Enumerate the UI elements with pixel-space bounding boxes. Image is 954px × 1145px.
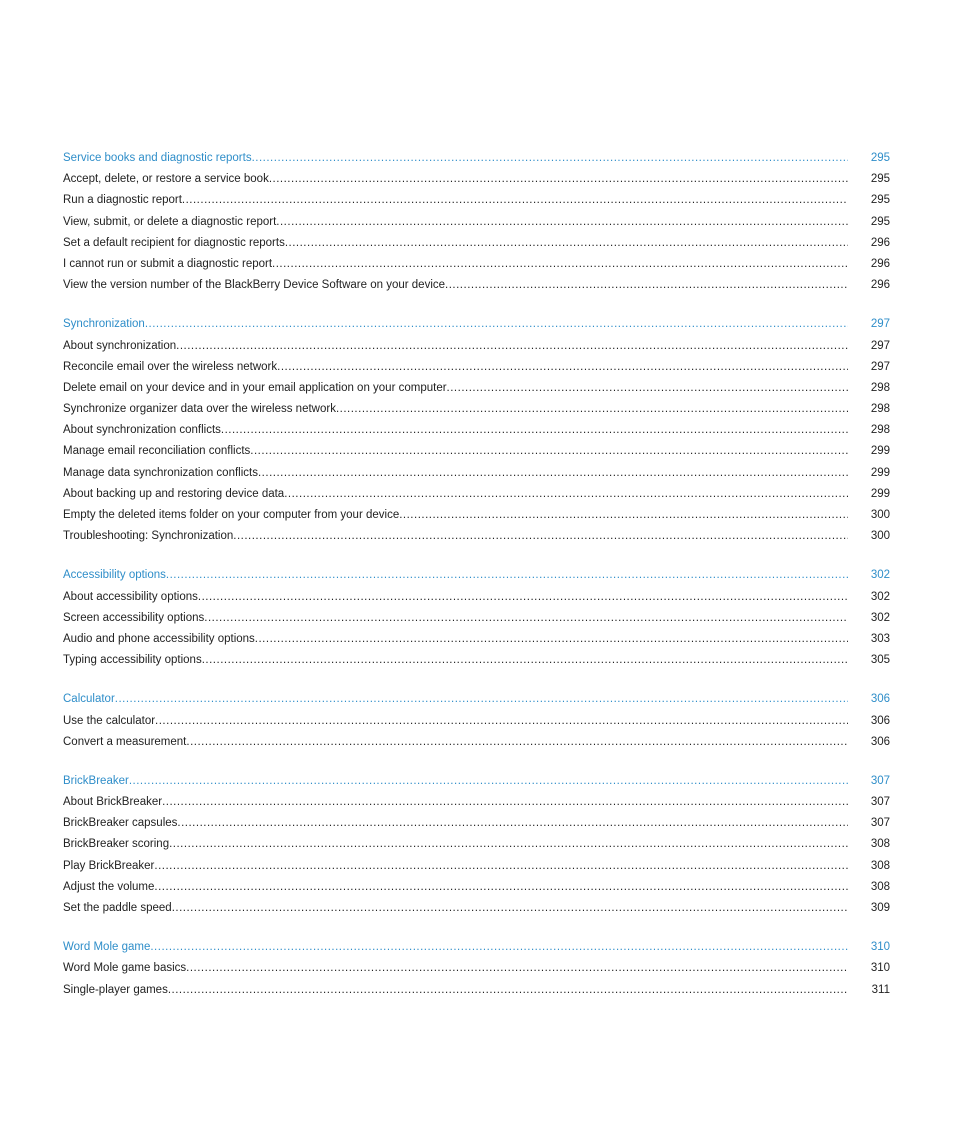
dot-leader xyxy=(445,275,848,296)
toc-section-calculator xyxy=(63,689,890,753)
toc-entry-link[interactable] xyxy=(63,877,890,898)
toc-heading-link[interactable] xyxy=(63,771,890,792)
toc-page-number: 295 xyxy=(870,215,890,228)
toc-page-number: 307 xyxy=(870,774,890,787)
toc-page-number: 305 xyxy=(870,654,890,667)
toc-entry-link[interactable] xyxy=(63,336,890,357)
toc-entry-link[interactable] xyxy=(63,169,890,190)
toc-entry-title: Set the paddle speed xyxy=(63,902,172,914)
table-of-contents xyxy=(63,148,890,1019)
toc-page-number: 297 xyxy=(870,339,890,352)
dot-leader xyxy=(169,834,848,855)
toc-entry-title: Accept, delete, or restore a service book xyxy=(63,173,269,186)
toc-entry-link[interactable] xyxy=(63,399,890,420)
dot-leader xyxy=(255,629,848,650)
toc-entry-link[interactable] xyxy=(63,711,890,732)
toc-entry-link[interactable] xyxy=(63,233,890,254)
toc-page-number: 303 xyxy=(870,632,890,645)
dot-leader xyxy=(150,937,848,958)
toc-entry-link[interactable] xyxy=(63,275,890,296)
toc-entry-title: Play BrickBreaker xyxy=(63,859,155,872)
toc-page-number: 311 xyxy=(871,983,890,996)
dot-leader xyxy=(285,233,848,254)
dot-leader xyxy=(447,378,848,399)
toc-page-number: 298 xyxy=(870,381,890,394)
toc-entry-title: About BrickBreaker xyxy=(63,796,163,809)
toc-page-number: 296 xyxy=(870,236,890,249)
toc-entry-title: Set a default recipient for diagnostic reports xyxy=(63,236,285,249)
toc-heading-title: Calculator xyxy=(63,693,115,706)
toc-entry-title: Run a diagnostic report xyxy=(63,194,182,207)
toc-entry-link[interactable] xyxy=(63,856,890,877)
toc-entry-title: Delete email on your device and in your email application on your computer xyxy=(63,381,447,394)
toc-entry-title: Use the calculator xyxy=(63,714,156,727)
dot-leader xyxy=(221,420,848,441)
dot-leader xyxy=(145,314,848,335)
dot-leader xyxy=(272,254,848,275)
toc-heading-link[interactable] xyxy=(63,148,890,169)
toc-entry-title: Manage email reconciliation conflicts xyxy=(63,445,251,458)
toc-entry-link[interactable] xyxy=(63,484,890,505)
dot-leader xyxy=(202,650,848,671)
dot-leader xyxy=(176,336,848,357)
toc-entry-link[interactable] xyxy=(63,958,890,979)
dot-leader xyxy=(154,856,848,877)
toc-page-number: 299 xyxy=(870,466,890,479)
dot-leader xyxy=(177,813,848,834)
toc-heading-link[interactable] xyxy=(63,937,890,958)
toc-page-number: 300 xyxy=(870,509,890,521)
toc-page-number: 295 xyxy=(870,194,890,207)
toc-entry-link[interactable] xyxy=(63,813,890,834)
toc-page-number: 306 xyxy=(870,735,890,748)
toc-entry-link[interactable] xyxy=(63,834,890,855)
dot-leader xyxy=(276,212,848,233)
toc-page-number: 308 xyxy=(870,838,890,851)
toc-entry-title: Audio and phone accessibility options xyxy=(63,632,255,645)
dot-leader xyxy=(252,148,848,169)
toc-entry-title: Screen accessibility options xyxy=(63,611,205,624)
toc-page-number: 295 xyxy=(870,152,890,164)
toc-entry-link[interactable] xyxy=(63,378,890,399)
toc-entry-link[interactable] xyxy=(63,792,890,813)
toc-heading-title: Accessibility options xyxy=(63,569,166,582)
toc-entry-title: About synchronization conflicts xyxy=(63,424,221,437)
dot-leader xyxy=(155,711,848,732)
toc-entry-title: BrickBreaker capsules xyxy=(63,817,178,830)
dot-leader xyxy=(269,169,848,190)
toc-entry-title: Typing accessibility options xyxy=(63,654,202,667)
toc-entry-link[interactable] xyxy=(63,898,890,919)
toc-entry-link[interactable] xyxy=(63,212,890,233)
toc-entry-link[interactable] xyxy=(63,254,890,275)
dot-leader xyxy=(250,441,848,462)
dot-leader xyxy=(172,898,848,919)
toc-entry-link[interactable] xyxy=(63,420,890,441)
toc-entry-title: Convert a measurement xyxy=(63,735,187,748)
toc-page-number: 297 xyxy=(870,318,890,331)
toc-entry-link[interactable] xyxy=(63,190,890,211)
toc-page-number: 310 xyxy=(870,962,890,975)
toc-entry-title: View, submit, or delete a diagnostic report xyxy=(63,215,277,228)
toc-entry-title: Adjust the volume xyxy=(63,880,155,893)
toc-entry-link[interactable] xyxy=(63,357,890,378)
toc-entry-link[interactable] xyxy=(63,526,890,547)
dot-leader xyxy=(198,587,848,608)
toc-section-word-mole xyxy=(63,937,890,1001)
dot-leader xyxy=(233,526,848,547)
toc-page-number: 308 xyxy=(870,859,890,872)
toc-entry-title: View the version number of the BlackBerry Device Software on your device xyxy=(63,279,446,292)
toc-entry-title: I cannot run or submit a diagnostic report xyxy=(63,257,273,270)
toc-page-number: 306 xyxy=(870,693,890,706)
toc-section-brickbreaker xyxy=(63,771,890,919)
toc-page-number: 296 xyxy=(870,257,890,270)
toc-section-service-books xyxy=(63,148,890,296)
toc-entry-title: Single-player games xyxy=(63,983,168,996)
dot-leader xyxy=(284,484,848,505)
toc-entry-link[interactable] xyxy=(63,629,890,650)
toc-page-number: 300 xyxy=(870,530,890,543)
dot-leader xyxy=(186,732,848,753)
toc-page-number: 298 xyxy=(870,424,890,437)
dot-leader xyxy=(154,877,848,898)
toc-entry-title: Empty the deleted items folder on your computer from your device xyxy=(63,509,400,521)
toc-entry-title: About synchronization xyxy=(63,339,177,352)
toc-entry-title: About backing up and restoring device data xyxy=(63,487,285,500)
toc-entry-title: About accessibility options xyxy=(63,590,198,603)
dot-leader xyxy=(182,190,848,211)
dot-leader xyxy=(258,463,848,484)
dot-leader xyxy=(166,565,848,586)
dot-leader xyxy=(115,689,848,710)
toc-heading-title: Word Mole game xyxy=(63,941,151,954)
dot-leader xyxy=(336,399,848,420)
toc-heading-title: Service books and diagnostic reports xyxy=(63,152,252,164)
toc-page-number: 308 xyxy=(870,880,890,893)
toc-page-number: 310 xyxy=(870,941,890,954)
dot-leader xyxy=(162,792,848,813)
toc-entry-title: Word Mole game basics xyxy=(63,962,187,975)
toc-entry-title: Troubleshooting: Synchronization xyxy=(63,530,234,543)
toc-page-number: 302 xyxy=(870,569,890,582)
toc-heading-title: Synchronization xyxy=(63,318,145,331)
toc-section-accessibility xyxy=(63,565,890,671)
toc-entry-title: Manage data synchronization conflicts xyxy=(63,466,258,479)
toc-heading-link[interactable] xyxy=(63,314,890,335)
toc-entry-title: Reconcile email over the wireless network xyxy=(63,360,278,373)
toc-page-number: 299 xyxy=(870,487,890,500)
toc-page-number: 302 xyxy=(870,611,890,624)
toc-heading-link[interactable] xyxy=(63,689,890,710)
toc-page-number: 298 xyxy=(870,403,890,416)
toc-entry-link[interactable] xyxy=(63,980,890,1001)
toc-section-synchronization xyxy=(63,314,890,547)
toc-page-number: 309 xyxy=(870,902,890,914)
toc-entry-link[interactable] xyxy=(63,441,890,462)
toc-heading-link[interactable] xyxy=(63,565,890,586)
toc-entry-link[interactable] xyxy=(63,505,890,526)
dot-leader xyxy=(186,958,848,979)
toc-page-number: 296 xyxy=(870,279,890,292)
toc-entry-title: BrickBreaker scoring xyxy=(63,838,170,851)
toc-page-number: 295 xyxy=(870,173,890,186)
toc-entry-link[interactable] xyxy=(63,650,890,671)
toc-heading-title: BrickBreaker xyxy=(63,774,129,787)
dot-leader xyxy=(168,980,848,1001)
toc-page-number: 307 xyxy=(870,817,890,830)
dot-leader xyxy=(277,357,848,378)
toc-entry-link[interactable] xyxy=(63,608,890,629)
dot-leader xyxy=(399,505,848,526)
toc-page-number: 306 xyxy=(870,714,890,727)
toc-entry-link[interactable] xyxy=(63,463,890,484)
toc-entry-link[interactable] xyxy=(63,587,890,608)
toc-page-number: 299 xyxy=(870,445,890,458)
toc-entry-title: Synchronize organizer data over the wireless network xyxy=(63,403,336,416)
toc-page-number: 307 xyxy=(870,796,890,809)
toc-page-number: 297 xyxy=(870,360,890,373)
dot-leader xyxy=(129,771,848,792)
dot-leader xyxy=(204,608,848,629)
toc-entry-link[interactable] xyxy=(63,732,890,753)
toc-page-number: 302 xyxy=(870,590,890,603)
